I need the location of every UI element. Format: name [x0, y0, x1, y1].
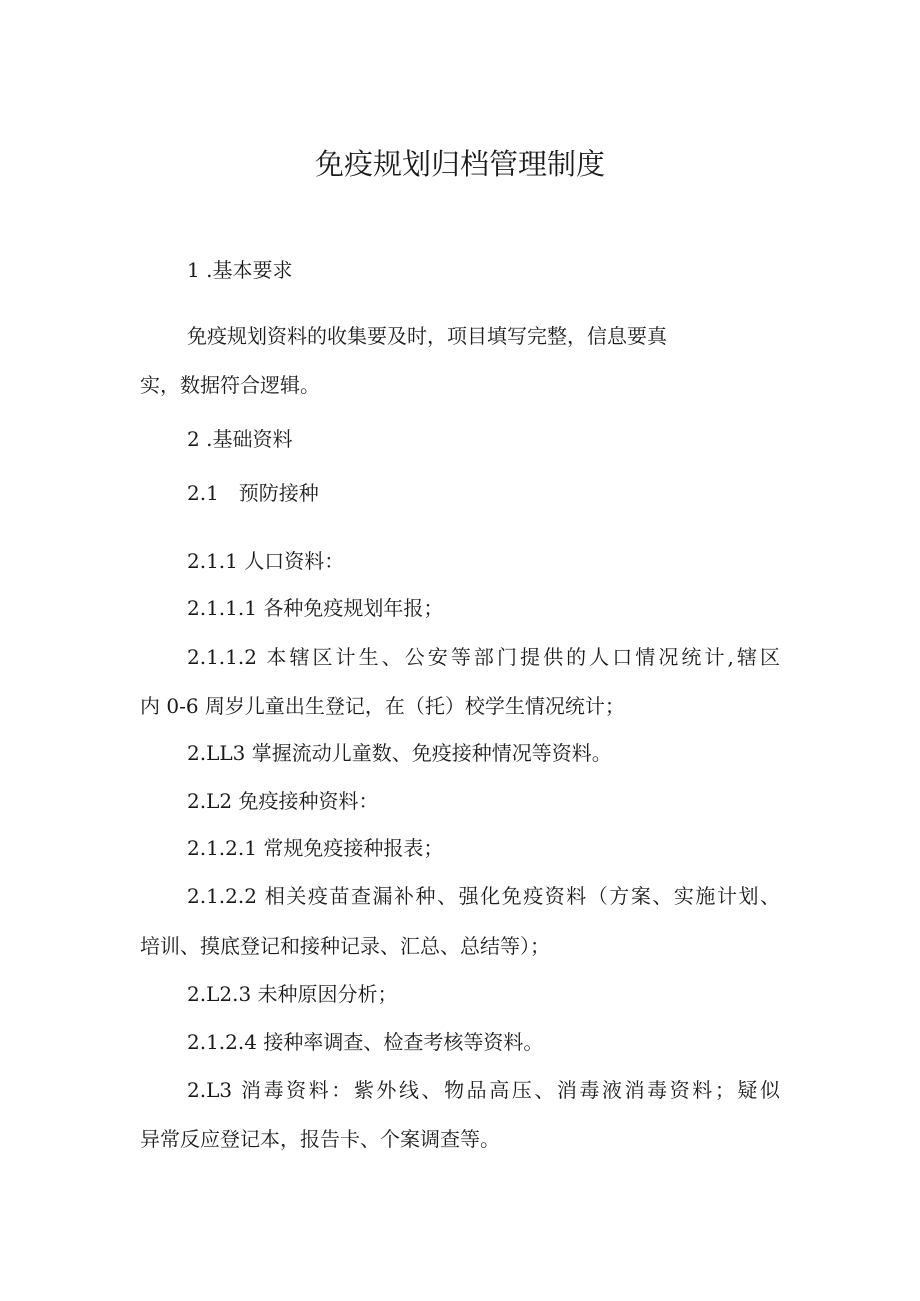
paragraph-line: 异常反应登记本，报告卡、个案调查等。 — [140, 1127, 500, 1151]
paragraph-line: 培训、摸底登记和接种记录、汇总、总结等）； — [140, 934, 550, 958]
paragraph-line: 免疫规划资料的收集要及时，项目填写完整，信息要真 — [187, 324, 667, 348]
paragraph-line: 2.L2.3 未种原因分析； — [187, 982, 398, 1006]
paragraph-line: 2.1.1 人口资料： — [187, 549, 345, 573]
paragraph-line: 2.1.1.1 各种免疫规划年报； — [187, 596, 444, 620]
paragraph-line: 2.1.2.4 接种率调查、检查考核等资料。 — [187, 1030, 544, 1054]
paragraph-line: 2.1.2.1 常规免疫接种报表； — [187, 836, 444, 860]
paragraph-line: 2.1.1.2 本辖区计生、公安等部门提供的人口情况统计,辖区 — [187, 645, 780, 669]
paragraph-line: 内 0-6 周岁儿童出生登记，在（托）校学生情况统计； — [140, 694, 625, 718]
heading-basic-requirements: 1 .基本要求 — [187, 258, 293, 282]
heading-vaccination: 2.1 预防接种 — [187, 481, 319, 505]
paragraph-line: 2.1.2.2 相关疫苗查漏补种、强化免疫资料（方案、实施计划、 — [187, 884, 780, 908]
paragraph-line: 实，数据符合逻辑。 — [140, 373, 320, 397]
heading-basic-materials: 2 .基础资料 — [187, 427, 293, 451]
paragraph-line: 2.L2 免疫接种资料： — [187, 789, 379, 813]
document-title: 免疫规划归档管理制度 — [314, 147, 605, 181]
paragraph-line: 2.L3 消毒资料：紫外线、物品高压、消毒液消毒资料；疑似 — [187, 1078, 780, 1102]
paragraph-line: 2.LL3 掌握流动儿童数、免疫接种情况等资料。 — [187, 741, 612, 765]
